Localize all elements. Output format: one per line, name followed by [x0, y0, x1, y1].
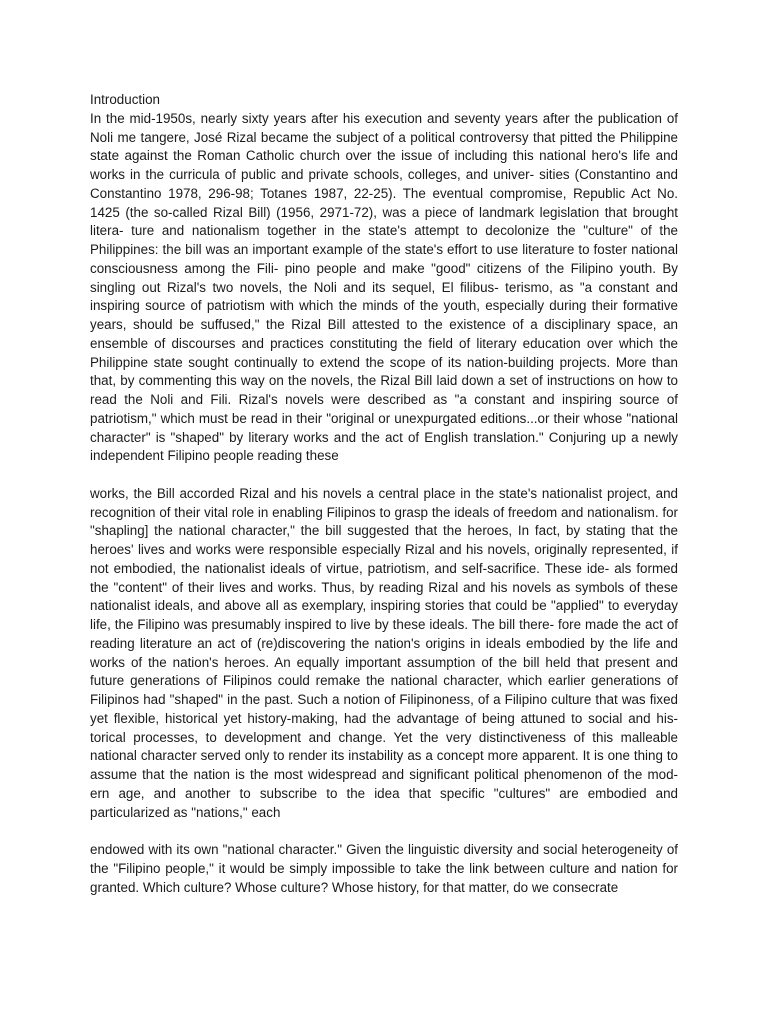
paragraph-2: works, the Bill accorded Rizal and his novels a central place in the state's nationalist project, and recognition of their vital role in enabling Filipinos to grasp the ideals of freedom and nationalism. for "shapling] the national character," the bill suggested that the heroes, In fact, by stating that the heroes' lives and works were responsible especially Rizal and his novels, originally represented, if not embodied, the nationalist ideals of virtue, patriotism, and self-sacrifice. These ide- als formed the "content" of their lives and works. Thus, by reading Rizal and his novels as symbols of these nationalist ideals, and above all as exemplary, inspiring stories that could be "applied" to everyday life, the Filipino was presumably inspired to live by these ideals. The bill there- fore made the act of reading literature an act of (re)discovering the nation's origins in ideals embodied by the life and works of the nation's heroes. An equally important assumption of the bill held that present and future generations of Filipinos could remake the national character, which earlier generations of Filipinos had "shaped" in the past. Such a notion of Filipinoness, of a Filipino culture that was fixed yet flexible, historical yet history-making, had the advantage of being attuned to social and his- torical processes, to development and change. Yet the very distinctiveness of this malleable national character served only to render its instability as a concept more apparent. It is one thing to assume that the nation is the most widespread and significant political phenomenon of the mod- ern age, and another to subscribe to the idea that specific "cultures" are embodied and particularized as "nations," each — [90, 485, 678, 820]
section-heading: Introduction — [90, 92, 160, 107]
paragraph-3: endowed with its own "national character." Given the linguistic diversity and social heterogeneity of the "Filipino people," it would be simply impossible to take the link between culture and nation for granted. Which culture? Whose culture? Whose history, for that matter, do we consecrate — [90, 842, 678, 895]
paragraph-1: In the mid-1950s, nearly sixty years after his execution and seventy years after the publication of Noli me tangere, José Rizal became the subject of a political controversy that pitted the Philippine state against the Roman Catholic church over the issue of including this national hero's life and works in the curricula of public and private schools, colleges, and univer- sities (Constantino and Constantino 1978, 296-98; Totanes 1987, 22-25). The eventual compromise, Republic Act No. 1425 (the so-called Rizal Bill) (1956, 2971-72), was a piece of landmark legislation that brought litera- ture and nationalism together in the state's attempt to decolonize the "culture" of the Philippines: the bill was an important example of the state's effort to use literature to foster national consciousness among the Fili- pino people and make "good" citizens of the Filipino youth. By singling out Rizal's two novels, the Noli and its sequel, El filibus- terismo, as "a constant and inspiring source of patriotism with which the minds of the youth, especially during their formative years, should be suffused," the Rizal Bill attested to the existence of a disciplinary space, an ensemble of discourses and practices constituting the field of literary education over which the Philippine state sought continually to extend the scope of its nation-building projects. More than that, by commenting this way on the novels, the Rizal Bill laid down a set of instructions on how to read the Noli and Fili. Rizal's novels were described as "a constant and inspiring source of patriotism," which must be read in their "original or unexpurgated editions...or their whose "national character" is "shaped" by literary works and the act of English translation." Conjuring up a newly independent Filipino people reading these — [90, 110, 678, 464]
document-page — [90, 91, 678, 897]
